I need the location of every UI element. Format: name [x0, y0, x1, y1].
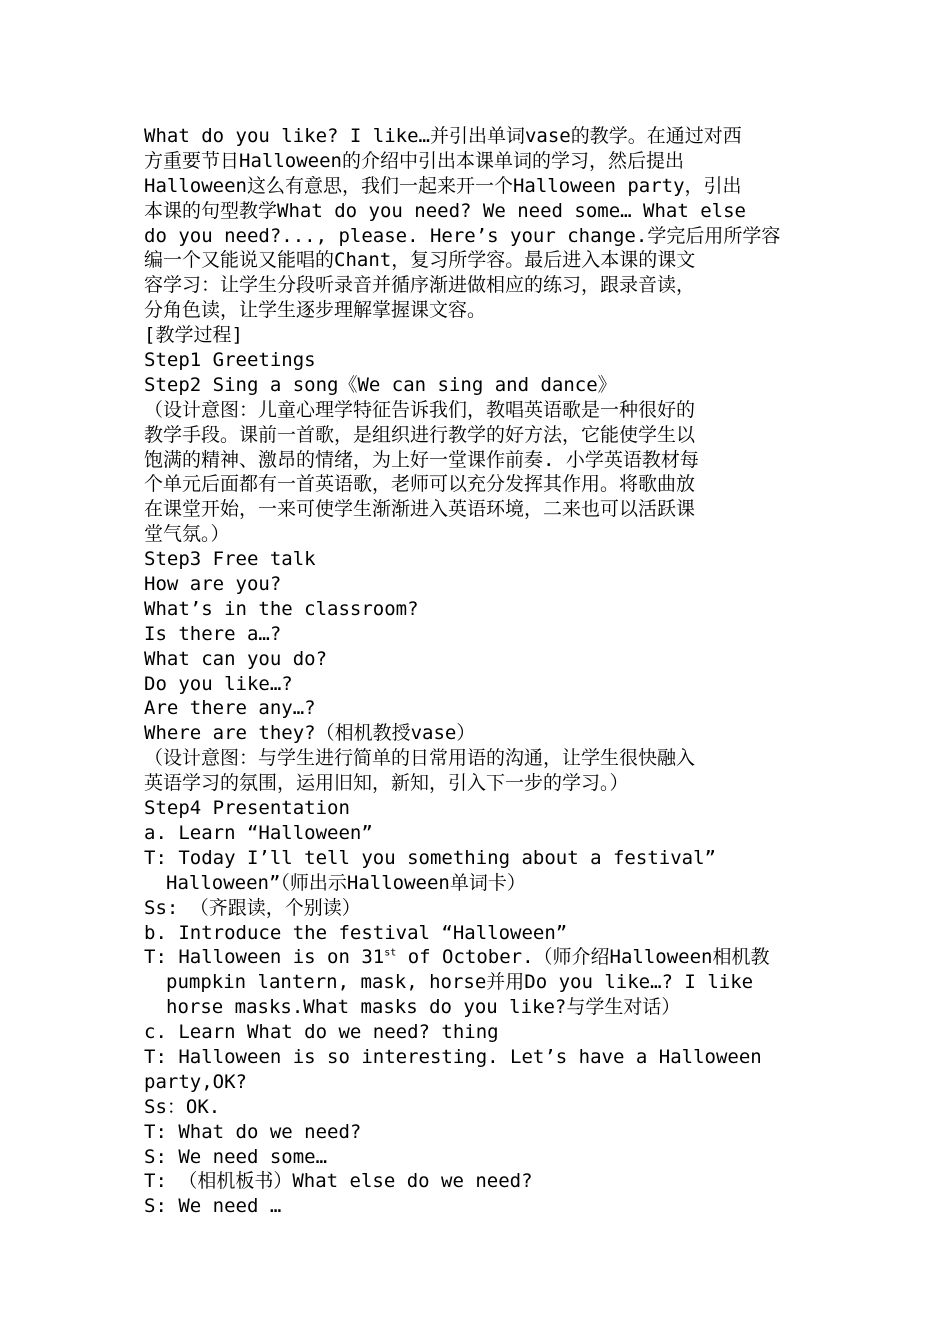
part-b-teacher-line-2: pumpkin lantern, mask, horse并用Do you like…? I like [166, 971, 754, 994]
step3-design-line-1: （设计意图：与学生进行简单的日常用语的沟通，让学生很快融入 [144, 747, 696, 770]
step3-question: What’s in the classroom? [144, 597, 419, 620]
step3-question: Is there a…? [144, 622, 282, 645]
part-c-dialogue-line: Ss：OK. [144, 1095, 221, 1118]
step3-question: How are you? [144, 573, 282, 596]
step2-heading: Step2 Sing a song《We can sing and dance》 [144, 373, 617, 396]
step4-heading: Step4 Presentation [144, 797, 350, 820]
document-body [144, 124, 809, 1219]
step1-heading: Step1 Greetings [144, 349, 316, 372]
part-b-teacher-line-1 [144, 945, 809, 970]
part-c-dialogue-line: S: We need … [144, 1195, 282, 1218]
step2-design-line-6: 堂气氛。） [144, 523, 230, 546]
step2-design-line-5: 在课堂开始，一来可使学生渐渐进入英语环境，二来也可以活跃课 [144, 498, 696, 521]
intro-line-2: 方重要节日Halloween的介绍中引出本课单词的学习，然后提出 [144, 149, 684, 172]
part-c-dialogue-line: T: （相机板书）What else do we need? [144, 1170, 533, 1193]
intro-line-3: Halloween这么有意思，我们一起来开一个Halloween party，引出 [144, 174, 742, 197]
intro-line-5: do you need?..., please. Here’s your change.学完后用所学容 [144, 224, 781, 247]
step3-heading: Step3 Free talk [144, 548, 316, 571]
intro-line-1: What do you like? I like…并引出单词vase的教学。在通过对西 [144, 125, 742, 147]
ordinal-suffix: st [384, 948, 397, 960]
step2-design-line-1: （设计意图：儿童心理学特征告诉我们，教唱英语歌是一种很好的 [144, 398, 696, 421]
part-a-students-line: Ss: （齐跟读，个别读） [144, 896, 361, 919]
part-c-title: c. Learn What do we need? thing [144, 1021, 499, 1044]
part-b-title: b. Introduce the festival “Halloween” [144, 921, 568, 944]
part-a-title: a. Learn “Halloween” [144, 821, 373, 844]
step3-question: What can you do? [144, 647, 328, 670]
part-c-dialogue-line: party,OK? [144, 1070, 247, 1093]
part-b-teacher-text-end: of October.（师介绍Halloween相机教 [396, 946, 770, 969]
part-b-teacher-text-start: T: Halloween is on 31 [144, 946, 385, 969]
part-b-teacher-line-3: horse masks.What masks do you like?与学生对话） [166, 996, 681, 1019]
step3-design-line-2: 英语学习的氛围，运用旧知，新知，引入下一步的学习。） [144, 772, 629, 795]
part-a-teacher-line-1: T: Today I’ll tell you something about a festival” [144, 846, 716, 869]
intro-line-6: 编一个又能说又能唱的Chant，复习所学容。最后进入本课的课文 [144, 249, 696, 272]
intro-line-8: 分角色读，让学生逐步理解掌握课文容。 [144, 299, 487, 322]
process-heading: [教学过程] [144, 324, 243, 347]
step2-design-line-2: 教学手段。课前一首歌，是组织进行教学的好方法，它能使学生以 [144, 423, 696, 446]
part-c-dialogue-line: S: We need some… [144, 1145, 328, 1168]
part-c-dialogue-line: T: Halloween is so interesting. Let’s have a Halloween [144, 1045, 762, 1068]
step2-design-line-3: 饱满的精神、激昂的情绪，为上好一堂课作前奏. 小学英语教材每 [144, 448, 699, 471]
step3-question: Do you like…? [144, 672, 293, 695]
part-a-teacher-line-2: Halloween”（师出示Halloween单词卡） [166, 871, 526, 894]
step2-design-line-4: 个单元后面都有一首英语歌，老师可以充分发挥其作用。将歌曲放 [144, 473, 696, 496]
step3-question: Are there any…? [144, 697, 316, 720]
intro-line-7: 容学习：让学生分段听录音并循序渐进做相应的练习，跟录音读， [144, 274, 696, 297]
intro-line-4: 本课的句型教学What do you need? We need some… What else [144, 199, 746, 222]
part-c-dialogue-line: T: What do we need? [144, 1120, 362, 1143]
step3-question: Where are they?（相机教授vase） [144, 722, 476, 745]
